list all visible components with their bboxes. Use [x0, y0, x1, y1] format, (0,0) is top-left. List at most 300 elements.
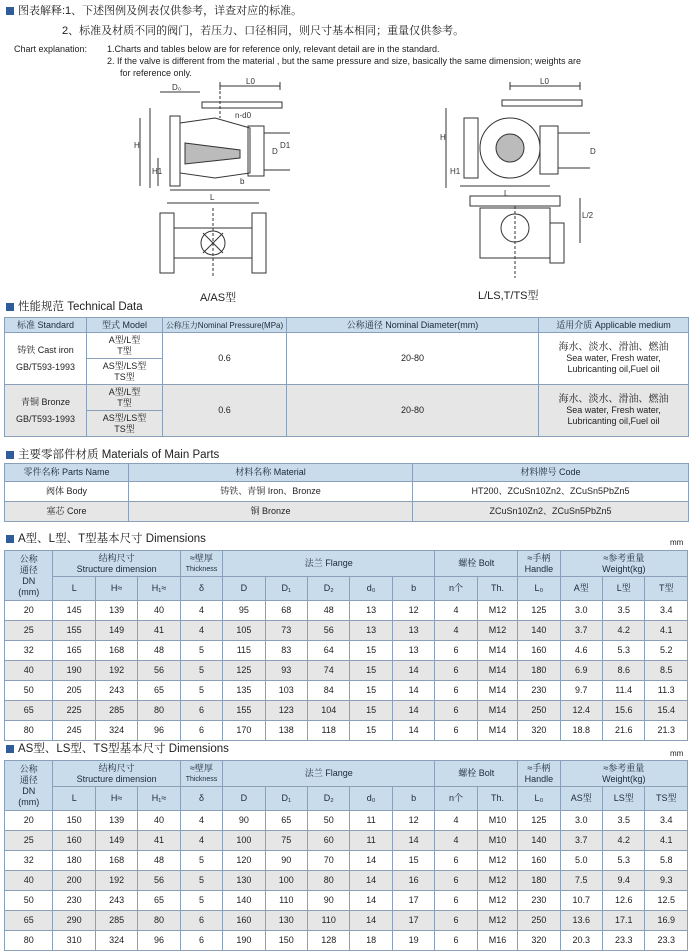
dim-subheader: D₁ [265, 787, 307, 811]
dim-cell: 4 [180, 621, 222, 641]
svg-text:H1: H1 [450, 167, 461, 176]
tech-cell-pressure: 0.6 [163, 333, 287, 385]
dim-subheader: H₁≈ [138, 787, 180, 811]
header-en-line-1: 1.Charts and tables below are for reference only, relevant detail are in the standard. [107, 44, 440, 54]
valve-diagram-l [440, 78, 620, 288]
dim-cell: 95 [223, 601, 265, 621]
dim-cell: 170 [223, 721, 265, 741]
dim-cell: 6 [435, 721, 477, 741]
dim-header-flange: 法兰 Flange [223, 761, 435, 787]
diagram-caption-l: L/LS,T/TS型 [478, 290, 539, 302]
dim-cell: 243 [95, 891, 137, 911]
dim-cell: 93 [265, 661, 307, 681]
dim-cell: 6 [435, 891, 477, 911]
dim-cell: 70 [308, 851, 350, 871]
dim-cell: 14 [350, 851, 392, 871]
table-row [5, 911, 688, 931]
dim-cell: 96 [138, 721, 180, 741]
dim-cell: 4 [435, 601, 477, 621]
dim-cell: 324 [95, 931, 137, 951]
dim-cell: M12 [477, 621, 517, 641]
dim-cell: 14 [350, 911, 392, 931]
dim-cell: 139 [95, 601, 137, 621]
svg-text:L0: L0 [540, 78, 549, 86]
dim-subheader: H≈ [95, 577, 137, 601]
dim-cell: 25 [5, 621, 53, 641]
dim-cell: 12.5 [645, 891, 688, 911]
tech-header-model: 型式 Model [87, 318, 163, 333]
table-row [5, 811, 688, 831]
dim-cell: 41 [138, 621, 180, 641]
dimA-unit: mm [670, 538, 684, 547]
dim-cell: 243 [95, 681, 137, 701]
dim-cell: 48 [138, 641, 180, 661]
dim-cell: 83 [265, 641, 307, 661]
dim-cell: 140 [518, 621, 560, 641]
parts-cell: 塞芯 Core [5, 502, 129, 522]
dim-cell: 4 [180, 601, 222, 621]
dim-cell: M16 [477, 931, 517, 951]
table-row [5, 891, 688, 911]
dim-cell: 5.3 [603, 851, 645, 871]
dim-cell: 6 [180, 721, 222, 741]
dim-cell: 5 [180, 891, 222, 911]
parts-header-material: 材料名称 Material [129, 464, 413, 482]
dim-cell: 100 [265, 871, 307, 891]
dim-cell: 8.5 [645, 661, 688, 681]
dim-cell: 320 [518, 931, 560, 951]
parts-cell: 铸铁、青铜 Iron、Bronze [129, 482, 413, 502]
dim-cell: 48 [308, 601, 350, 621]
svg-text:L/2: L/2 [582, 211, 594, 220]
dim-cell: 3.5 [603, 811, 645, 831]
dim-cell: 6 [435, 871, 477, 891]
dim-cell: 130 [265, 911, 307, 931]
dim-cell: 9.7 [560, 681, 602, 701]
dim-cell: 15.6 [603, 701, 645, 721]
dim-cell: 19 [392, 931, 434, 951]
dim-cell: 17.1 [603, 911, 645, 931]
dim-cell: 73 [265, 621, 307, 641]
table-row [5, 721, 688, 741]
dim-cell: 3.5 [603, 601, 645, 621]
dim-header-bolt: 螺栓 Bolt [435, 761, 518, 787]
dim-cell: 80 [308, 871, 350, 891]
dim-header-weight: ≈参考重量 Weight(kg) [560, 761, 687, 787]
dim-cell: 15 [350, 661, 392, 681]
dim-cell: 4 [180, 811, 222, 831]
dim-cell: M10 [477, 831, 517, 851]
header-line-1: 图表解释:1、下述图例及例表仅供参考，详查对应的标准。 [6, 4, 302, 18]
dim-cell: 48 [138, 851, 180, 871]
dim-header-handle: ≈手柄 Handle [518, 551, 560, 577]
dim-cell: 6 [435, 931, 477, 951]
dim-cell: 13.6 [560, 911, 602, 931]
dim-cell: 104 [308, 701, 350, 721]
tech-cell-pressure: 0.6 [163, 385, 287, 437]
dim-cell: 6 [435, 911, 477, 931]
dim-cell: 80 [138, 911, 180, 931]
dim-cell: 192 [95, 871, 137, 891]
dim-cell: 125 [223, 661, 265, 681]
dim-cell: 145 [53, 601, 95, 621]
dim-cell: 11.3 [645, 681, 688, 701]
dim-cell: 17 [392, 891, 434, 911]
dim-cell: 285 [95, 701, 137, 721]
dim-cell: 5 [180, 681, 222, 701]
dim-cell: 4 [435, 811, 477, 831]
dim-cell: 4.2 [603, 621, 645, 641]
table-row [5, 681, 688, 701]
dim-cell: 23.3 [603, 931, 645, 951]
dim-cell: 21.6 [603, 721, 645, 741]
dim-cell: 15 [392, 851, 434, 871]
dim-cell: 13 [350, 601, 392, 621]
dim-cell: 5 [180, 871, 222, 891]
dim-cell: 230 [518, 681, 560, 701]
dim-cell: 65 [5, 911, 53, 931]
dim-cell: 5 [180, 661, 222, 681]
dim-header-flange: 法兰 Flange [223, 551, 435, 577]
dim-cell: 5.2 [645, 641, 688, 661]
dim-cell: 125 [518, 601, 560, 621]
dim-cell: 7.5 [560, 871, 602, 891]
dim-cell: 149 [95, 831, 137, 851]
dim-subheader: AS型 [560, 787, 602, 811]
tech-cell-standard: 铸铁 Cast iron GB/T593-1993 [5, 333, 87, 385]
dim-subheader: D₂ [308, 787, 350, 811]
dim-cell: 14 [392, 721, 434, 741]
dim-cell: 120 [223, 851, 265, 871]
dim-cell: 6.9 [560, 661, 602, 681]
dim-cell: 4 [180, 831, 222, 851]
table-row [5, 601, 688, 621]
dim-cell: 103 [265, 681, 307, 701]
dim-cell: 11.4 [603, 681, 645, 701]
dim-cell: 138 [265, 721, 307, 741]
dim-cell: 20.3 [560, 931, 602, 951]
dim-subheader: T型 [645, 577, 688, 601]
dim-cell: 16.9 [645, 911, 688, 931]
dim-cell: 90 [223, 811, 265, 831]
dim-cell: 4 [435, 621, 477, 641]
dim-cell: 20 [5, 601, 53, 621]
dim-cell: 80 [138, 701, 180, 721]
dim-cell: 190 [223, 931, 265, 951]
dim-cell: 13 [392, 641, 434, 661]
dim-cell: 130 [223, 871, 265, 891]
dim-cell: 12 [392, 811, 434, 831]
dim-cell: M14 [477, 661, 517, 681]
dim-cell: 12.4 [560, 701, 602, 721]
tech-table [4, 317, 689, 437]
dim-cell: 4.6 [560, 641, 602, 661]
dim-cell: 13 [392, 621, 434, 641]
dim-cell: 41 [138, 831, 180, 851]
dim-cell: 14 [392, 661, 434, 681]
dim-cell: 15 [350, 641, 392, 661]
dim-cell: 74 [308, 661, 350, 681]
dim-cell: 56 [138, 871, 180, 891]
dim-cell: 5.0 [560, 851, 602, 871]
dim-cell: 290 [53, 911, 95, 931]
dim-cell: 10.7 [560, 891, 602, 911]
table-row [5, 851, 688, 871]
dim-cell: 200 [53, 871, 95, 891]
dim-cell: 5 [180, 641, 222, 661]
bullet-square-icon [6, 535, 14, 543]
dim-header-handle: ≈手柄 Handle [518, 761, 560, 787]
diagram-caption-a: A/AS型 [200, 292, 237, 304]
dim-subheader: Th. [477, 577, 517, 601]
dim-cell: 6 [435, 661, 477, 681]
dim-cell: 3.4 [645, 811, 688, 831]
dim-cell: 310 [53, 931, 95, 951]
dim-cell: M12 [477, 871, 517, 891]
tech-cell-medium: 海水、淡水、滑油、燃油 Sea water, Fresh water, Lubricanting oil,Fuel oil [539, 385, 689, 437]
svg-text:L0: L0 [246, 78, 255, 86]
dim-cell: 160 [53, 831, 95, 851]
dim-cell: M12 [477, 891, 517, 911]
dim-cell: 180 [53, 851, 95, 871]
dim-cell: 5.3 [603, 641, 645, 661]
dim-subheader: A型 [560, 577, 602, 601]
dim-cell: 4.1 [645, 831, 688, 851]
dim-cell: 56 [308, 621, 350, 641]
dim-cell: 12 [392, 601, 434, 621]
dim-cell: 14 [392, 831, 434, 851]
dim-cell: M12 [477, 851, 517, 871]
dim-cell: 4 [435, 831, 477, 851]
table-row [5, 701, 688, 721]
tech-section-title: 性能规范 Technical Data [6, 298, 143, 314]
tech-header-standard: 标准 Standard [5, 318, 87, 333]
bullet-square-icon [6, 303, 14, 311]
dim-header-weight: ≈参考重量 Weight(kg) [560, 551, 687, 577]
svg-text:H1: H1 [152, 167, 163, 176]
dim-header-bolt: 螺栓 Bolt [435, 551, 518, 577]
dim-subheader: δ [180, 787, 222, 811]
dim-subheader: LS型 [603, 787, 645, 811]
dim-cell: 250 [518, 911, 560, 931]
dim-cell: 14 [350, 871, 392, 891]
dim-cell: 160 [223, 911, 265, 931]
dim-cell: 125 [518, 811, 560, 831]
dim-cell: 205 [53, 681, 95, 701]
dim-header-thickness: ≈壁厚 Thickness [180, 551, 222, 577]
table-row [5, 661, 688, 681]
dim-cell: 118 [308, 721, 350, 741]
dim-cell: 17 [392, 911, 434, 931]
parts-cell: 阀体 Body [5, 482, 129, 502]
parts-header-name: 零件名称 Parts Name [5, 464, 129, 482]
dim-cell: 96 [138, 931, 180, 951]
tech-cell-model: AS型/LS型 TS型 [87, 411, 163, 437]
dim-cell: 160 [518, 641, 560, 661]
dim-cell: 5 [180, 851, 222, 871]
tech-cell-diameter: 20-80 [287, 385, 539, 437]
dim-cell: 100 [223, 831, 265, 851]
header-line-2: 2、标准及材质不同的阀门，若压力、口径相同，则尺寸基本相同；重量仅供参考。 [62, 25, 465, 37]
dim-header-dn: 公称 通径 DN (mm) [5, 761, 53, 811]
dim-subheader: TS型 [645, 787, 688, 811]
dim-subheader: H₁≈ [138, 577, 180, 601]
dim-cell: 150 [53, 811, 95, 831]
dim-cell: 160 [518, 851, 560, 871]
dim-cell: 123 [265, 701, 307, 721]
dim-cell: 3.4 [645, 601, 688, 621]
dim-cell: 250 [518, 701, 560, 721]
dim-cell: 15 [350, 721, 392, 741]
dim-subheader: L [53, 577, 95, 601]
dim-cell: 11 [350, 831, 392, 851]
dim-cell: 149 [95, 621, 137, 641]
dim-cell: 14 [392, 681, 434, 701]
dim-cell: 9.3 [645, 871, 688, 891]
dim-cell: 65 [5, 701, 53, 721]
parts-section-title: 主要零部件材质 Materials of Main Parts [6, 446, 219, 462]
dim-cell: 168 [95, 641, 137, 661]
dimAS-table [4, 760, 688, 951]
dim-cell: 14 [392, 701, 434, 721]
svg-text:L: L [504, 189, 509, 198]
dimAS-unit: mm [670, 749, 684, 758]
dim-cell: 16 [392, 871, 434, 891]
dim-cell: 15 [350, 701, 392, 721]
parts-cell: 铜 Bronze [129, 502, 413, 522]
dim-cell: M14 [477, 701, 517, 721]
dim-cell: 84 [308, 681, 350, 701]
dim-cell: 110 [265, 891, 307, 911]
dim-cell: 168 [95, 851, 137, 871]
parts-cell: ZCuSn10Zn2、ZCuSn5PbZn5 [413, 502, 689, 522]
dim-cell: 32 [5, 851, 53, 871]
dim-cell: 60 [308, 831, 350, 851]
dim-cell: 32 [5, 641, 53, 661]
dim-header-structure: 结构尺寸 Structure dimension [53, 761, 180, 787]
dim-cell: 165 [53, 641, 95, 661]
dim-cell: 6 [180, 931, 222, 951]
dim-cell: M10 [477, 811, 517, 831]
dim-cell: 80 [5, 931, 53, 951]
dim-subheader: d₀ [350, 787, 392, 811]
dim-header-dn: 公称 通径 DN (mm) [5, 551, 53, 601]
dim-cell: 8.6 [603, 661, 645, 681]
dim-cell: 115 [223, 641, 265, 661]
dim-subheader: L₀ [518, 577, 560, 601]
dimA-table [4, 550, 688, 741]
dim-cell: 140 [223, 891, 265, 911]
dimA-section-title: A型、L型、T型基本尺寸 Dimensions [6, 530, 206, 546]
tech-cell-medium: 海水、淡水、滑油、燃油 Sea water, Fresh water, Lubricanting oil,Fuel oil [539, 333, 689, 385]
dim-cell: 50 [5, 681, 53, 701]
dim-cell: 3.7 [560, 621, 602, 641]
parts-cell: HT200、ZCuSn10Zn2、ZCuSn5PbZn5 [413, 482, 689, 502]
bullet-square-icon [6, 7, 14, 15]
dim-cell: 64 [308, 641, 350, 661]
dim-cell: 12.6 [603, 891, 645, 911]
dim-cell: 4.1 [645, 621, 688, 641]
dim-cell: 9.4 [603, 871, 645, 891]
dim-cell: 40 [5, 871, 53, 891]
valve-diagram-a [130, 78, 300, 288]
dim-cell: 65 [138, 891, 180, 911]
dim-cell: 75 [265, 831, 307, 851]
dim-cell: 90 [308, 891, 350, 911]
dim-subheader: Th. [477, 787, 517, 811]
header-en-label: Chart explanation: [14, 44, 88, 54]
dim-cell: 6 [435, 851, 477, 871]
dim-cell: 3.0 [560, 811, 602, 831]
dim-subheader: H≈ [95, 787, 137, 811]
dim-cell: 40 [5, 661, 53, 681]
dim-cell: 6 [435, 701, 477, 721]
dim-cell: 15 [350, 681, 392, 701]
dim-subheader: b [392, 577, 434, 601]
dim-cell: 110 [308, 911, 350, 931]
dim-cell: M14 [477, 721, 517, 741]
dim-cell: 11 [350, 811, 392, 831]
dim-subheader: D [223, 577, 265, 601]
table-row [5, 621, 688, 641]
dim-subheader: D₁ [265, 577, 307, 601]
dim-cell: 105 [223, 621, 265, 641]
dim-cell: 180 [518, 871, 560, 891]
tech-header-medium: 适用介质 Applicable medium [539, 318, 689, 333]
dim-cell: 4.2 [603, 831, 645, 851]
dim-cell: M14 [477, 641, 517, 661]
table-row [5, 871, 688, 891]
parts-table [4, 463, 689, 522]
dim-cell: 68 [265, 601, 307, 621]
parts-header-code: 材料牌号 Code [413, 464, 689, 482]
dim-subheader: L [53, 787, 95, 811]
dim-cell: 3.0 [560, 601, 602, 621]
dim-cell: 192 [95, 661, 137, 681]
tech-cell-model: A型/L型 T型 [87, 333, 163, 359]
dim-cell: 3.7 [560, 831, 602, 851]
dim-header-thickness: ≈壁厚 Thickness [180, 761, 222, 787]
dim-cell: 324 [95, 721, 137, 741]
dim-header-structure: 结构尺寸 Structure dimension [53, 551, 180, 577]
dim-cell: 23.3 [645, 931, 688, 951]
dim-cell: 6 [435, 681, 477, 701]
dim-subheader: L₀ [518, 787, 560, 811]
dim-cell: 90 [265, 851, 307, 871]
dim-cell: 56 [138, 661, 180, 681]
dim-cell: M14 [477, 681, 517, 701]
dim-cell: 320 [518, 721, 560, 741]
dim-subheader: D₂ [308, 577, 350, 601]
svg-text:H: H [134, 141, 140, 150]
dim-cell: 180 [518, 661, 560, 681]
dim-subheader: n个 [435, 577, 477, 601]
dim-cell: 5.8 [645, 851, 688, 871]
svg-text:L: L [210, 193, 215, 202]
bullet-square-icon [6, 451, 14, 459]
header-en-line-3: for reference only. [120, 68, 192, 78]
table-row [5, 641, 688, 661]
dim-cell: 155 [223, 701, 265, 721]
dim-cell: 50 [308, 811, 350, 831]
dim-cell: 13 [350, 621, 392, 641]
dim-cell: 20 [5, 811, 53, 831]
table-row [5, 931, 688, 951]
dim-subheader: δ [180, 577, 222, 601]
dim-cell: 18 [350, 931, 392, 951]
dim-cell: 245 [53, 721, 95, 741]
dim-cell: 65 [138, 681, 180, 701]
